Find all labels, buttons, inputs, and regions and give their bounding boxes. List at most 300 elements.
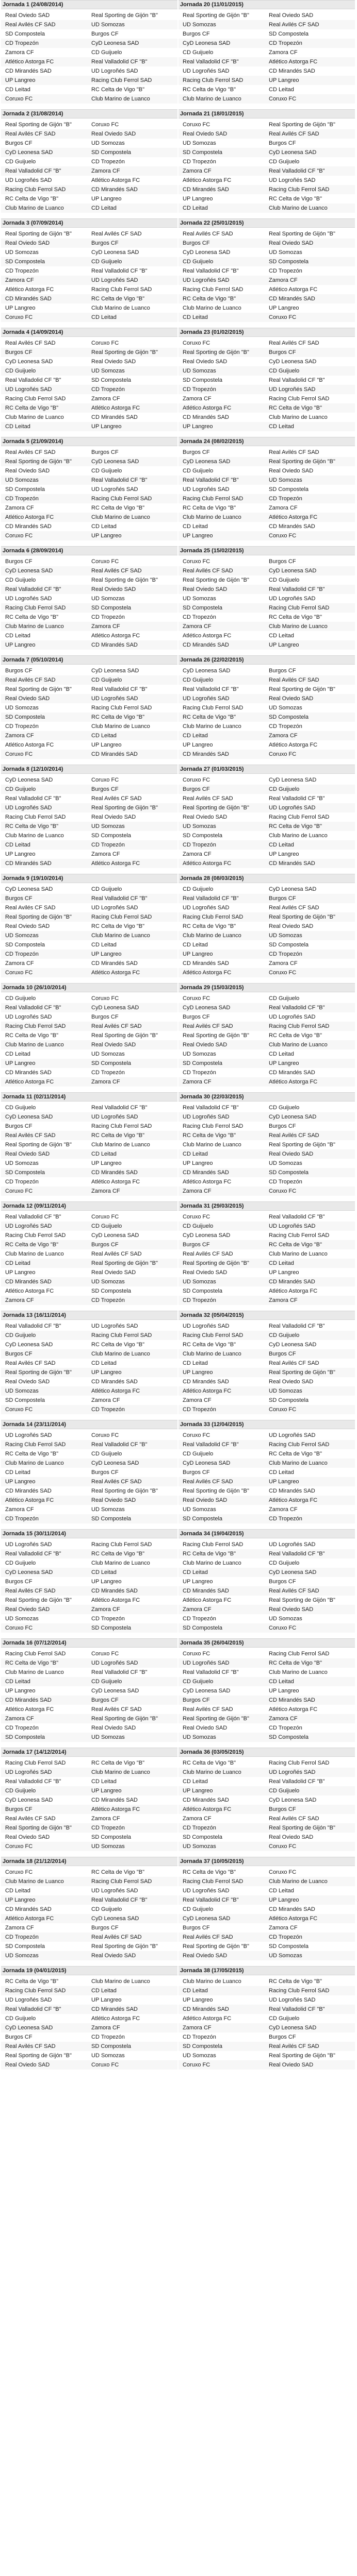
match-row	[1, 422, 177, 431]
round-row	[1, 328, 356, 437]
away-team: UD Somozas	[269, 1616, 302, 1622]
home-team: UP Langreo	[183, 1579, 213, 1585]
home-team: Real Sporting de Gijón "B"	[5, 914, 72, 920]
match-row	[1, 11, 177, 20]
away-team: RC Celta de Vigo "B"	[269, 196, 322, 202]
away-team: Racing Club Ferrol SAD	[269, 814, 330, 820]
home-team: Real Avilés CF SAD	[183, 1706, 233, 1713]
home-team: CyD Leonesa SAD	[5, 1569, 53, 1575]
home-team: Club Marino de Luanco	[183, 1769, 241, 1775]
home-team: Real Sporting de Gijón "B"	[5, 231, 72, 237]
home-team: Racing Club Ferrol SAD	[5, 605, 66, 611]
away-team: CD Guijuelo	[269, 1105, 300, 1111]
away-team: Real Sporting de Gijón "B"	[269, 1825, 335, 1831]
home-team: Coruxo FC	[183, 1432, 210, 1438]
home-team: CD Mirandés SAD	[183, 1379, 229, 1385]
away-team: SD Compostela	[269, 259, 309, 265]
match-list	[1, 1101, 177, 1196]
round-title: Jornada 24 (08/02/2015)	[178, 437, 355, 446]
match-row	[178, 603, 355, 613]
match-row	[178, 1923, 355, 1933]
home-team: Burgos CF	[183, 1925, 210, 1931]
home-team: UP Langreo	[183, 1997, 213, 2003]
home-team: Atlético Astorga FC	[183, 860, 232, 867]
match-list	[178, 1101, 355, 1196]
match-row	[1, 385, 177, 394]
home-team: CD Guijuelo	[183, 468, 214, 474]
match-list	[1, 774, 177, 868]
match-row	[1, 2023, 177, 2032]
away-team: Atlético Astorga FC	[269, 286, 318, 293]
away-team: UD Somozas	[91, 22, 125, 28]
home-team: CD Mirandés SAD	[5, 860, 52, 867]
match-row	[1, 1396, 177, 1405]
away-team: Real Avilés CF SAD	[91, 1023, 142, 1029]
home-team: CD Leitad	[5, 842, 30, 848]
home-team: CD Leitad	[5, 1051, 30, 1057]
away-team: Zamora CF	[91, 1606, 120, 1613]
home-team: Coruxo FC	[5, 751, 33, 757]
away-team: CD Leitad	[91, 205, 117, 211]
away-team: Burgos CF	[269, 140, 296, 146]
away-team: Real Oviedo SAD	[91, 1497, 136, 1503]
match-row	[178, 394, 355, 403]
away-team: Zamora CF	[269, 49, 298, 56]
away-team: Zamora CF	[269, 1506, 298, 1513]
round-left	[1, 1092, 178, 1201]
away-team: Real Valladolid CF "B"	[269, 377, 325, 383]
match-list	[1, 665, 177, 759]
match-row	[178, 531, 355, 540]
home-team: UP Langreo	[183, 1160, 213, 1166]
match-list	[1, 992, 177, 1087]
home-team: RC Celta de Vigo "B"	[183, 714, 236, 720]
round-title: Jornada 35 (26/04/2015)	[178, 1638, 355, 1648]
home-team: Real Oviedo SAD	[5, 1606, 50, 1613]
home-team: Coruxo FC	[183, 1651, 210, 1657]
away-team: UD Somozas	[91, 368, 125, 374]
away-team: Coruxo FC	[269, 96, 297, 102]
away-team: Real Valladolid CF "B"	[269, 1005, 325, 1011]
away-team: CD Guijuelo	[269, 577, 300, 583]
match-list	[1, 555, 177, 650]
home-team: Coruxo FC	[5, 970, 33, 976]
away-team: CD Mirandés SAD	[269, 1488, 315, 1494]
away-team: Real Sporting de Gijón "B"	[269, 1142, 335, 1148]
away-team: Racing Club Ferrol SAD	[91, 1541, 152, 1548]
away-team: Atlético Astorga FC	[269, 1706, 318, 1713]
away-team: Club Marino de Luanco	[91, 1978, 150, 1985]
away-team: Atlético Astorga FC	[269, 514, 318, 520]
match-row	[178, 1540, 355, 1549]
round-title: Jornada 1 (24/08/2014)	[1, 0, 177, 9]
match-row	[1, 912, 177, 922]
match-row	[178, 1003, 355, 1012]
round-title: Jornada 38 (17/05/2015)	[178, 1966, 355, 1975]
home-team: Real Oviedo SAD	[5, 923, 50, 929]
match-row	[178, 229, 355, 239]
home-team: SD Compostela	[183, 2043, 223, 2049]
home-team: Real Oviedo SAD	[183, 1497, 228, 1503]
match-row	[1, 1468, 177, 1477]
home-team: RC Celta de Vigo "B"	[5, 1660, 58, 1666]
match-row	[178, 422, 355, 431]
away-team: RC Celta de Vigo "B"	[91, 505, 144, 511]
away-team: UD Logroñés SAD	[91, 1660, 138, 1666]
away-team: Real Valladolid CF "B"	[269, 795, 325, 802]
away-team: CD Leitad	[91, 733, 117, 739]
away-team: CyD Leonesa SAD	[91, 249, 139, 256]
home-team: UD Somozas	[5, 1388, 39, 1394]
home-team: Club Marino de Luanco	[5, 623, 64, 630]
away-team: CyD Leonesa SAD	[269, 1797, 317, 1803]
match-row	[178, 1296, 355, 1305]
match-list	[178, 1211, 355, 1305]
home-team: CD Leitad	[5, 1260, 30, 1266]
round-title: Jornada 15 (30/11/2014)	[1, 1529, 177, 1538]
away-team: CD Mirandés SAD	[269, 1279, 315, 1285]
match-list	[1, 1429, 177, 1523]
round-row	[1, 983, 356, 1092]
match-row	[178, 1814, 355, 1823]
match-row	[1, 1112, 177, 1122]
away-team: CD Mirandés SAD	[91, 1170, 138, 1176]
away-team: Zamora CF	[91, 1188, 120, 1194]
home-team: Real Avilés CF SAD	[5, 22, 56, 28]
match-row	[1, 994, 177, 1003]
away-team: Atlético Astorga FC	[269, 1288, 318, 1294]
away-team: CyD Leonesa SAD	[91, 1688, 139, 1694]
away-team: UP Langreo	[269, 1897, 299, 1903]
away-team: Real Avilés CF SAD	[91, 1479, 142, 1485]
home-team: UD Logroñés SAD	[5, 596, 52, 602]
away-team: UD Somozas	[91, 140, 125, 146]
match-row	[178, 11, 355, 20]
match-row	[178, 1349, 355, 1359]
home-team: CD Mirandés SAD	[183, 414, 229, 420]
round-title: Jornada 12 (09/11/2014)	[1, 1201, 177, 1211]
away-team: RC Celta de Vigo "B"	[269, 1978, 322, 1985]
match-row	[178, 1340, 355, 1349]
home-team: UP Langreo	[5, 77, 36, 83]
match-row	[178, 48, 355, 57]
home-team: Real Oviedo SAD	[5, 12, 50, 19]
match-row	[1, 1777, 177, 1786]
match-row	[1, 1103, 177, 1112]
match-row	[1, 1823, 177, 1833]
match-row	[1, 968, 177, 977]
home-team: UD Somozas	[183, 596, 216, 602]
home-team: Real Avilés CF SAD	[183, 1479, 233, 1485]
away-team: CD Tropezón	[269, 1725, 302, 1731]
away-team: CD Tropezón	[269, 1516, 302, 1522]
home-team: CyD Leonesa SAD	[183, 1460, 231, 1466]
match-row	[178, 1686, 355, 1696]
match-row	[1, 722, 177, 731]
home-team: Racing Club Ferrol SAD	[183, 1332, 244, 1338]
match-row	[1, 1951, 177, 1960]
away-team: UD Somozas	[269, 1953, 302, 1959]
home-team: CD Mirandés SAD	[183, 1170, 229, 1176]
round-row	[1, 655, 356, 765]
match-row	[178, 822, 355, 831]
home-team: CD Guijuelo	[5, 1788, 36, 1794]
away-team: UP Langreo	[269, 1269, 299, 1276]
away-team: CD Leitad	[91, 523, 117, 530]
round-title: Jornada 13 (16/11/2014)	[1, 1311, 177, 1320]
away-team: Real Sporting de Gijón "B"	[269, 686, 335, 692]
match-list	[1, 883, 177, 977]
match-row	[178, 176, 355, 185]
away-team: Real Oviedo SAD	[91, 359, 136, 365]
home-team: CD Leitad	[183, 1151, 208, 1157]
match-row	[178, 812, 355, 822]
away-team: SD Compostela	[91, 149, 132, 156]
home-team: CD Leitad	[5, 1888, 30, 1894]
match-row	[1, 1786, 177, 1795]
away-team: UP Langreo	[91, 951, 122, 957]
away-team: Zamora CF	[269, 1297, 298, 1303]
home-team: Real Avilés CF SAD	[5, 677, 56, 683]
away-team: Zamora CF	[91, 851, 120, 857]
away-team: UP Langreo	[91, 742, 122, 748]
match-list	[178, 1975, 355, 2070]
home-team: Atlético Astorga FC	[5, 1079, 54, 1085]
round-left	[1, 218, 178, 328]
away-team: Coruxo FC	[269, 751, 297, 757]
away-team: Burgos CF	[269, 2034, 296, 2040]
match-row	[178, 1140, 355, 1149]
home-team: Racing Club Ferrol SAD	[5, 1760, 66, 1766]
away-team: Racing Club Ferrol SAD	[269, 187, 330, 193]
home-team: UD Logroñés SAD	[183, 277, 230, 283]
match-row	[178, 1377, 355, 1386]
match-row	[178, 694, 355, 703]
home-team: CD Guijuelo	[5, 1332, 36, 1338]
match-row	[1, 466, 177, 476]
home-team: Atlético Astorga FC	[183, 1597, 232, 1603]
home-team: RC Celta de Vigo "B"	[183, 296, 236, 302]
home-team: CD Leitad	[5, 87, 30, 93]
match-row	[1, 76, 177, 85]
away-team: Real Sporting de Gijón "B"	[269, 459, 335, 465]
away-team: CD Guijuelo	[269, 1332, 300, 1338]
away-team: CD Mirandés SAD	[269, 1697, 315, 1703]
away-team: Zamora CF	[269, 277, 298, 283]
home-team: CD Mirandés SAD	[5, 296, 52, 302]
match-row	[1, 1977, 177, 1986]
home-team: CD Guijuelo	[183, 886, 214, 892]
match-row	[178, 968, 355, 977]
away-team: RC Celta de Vigo "B"	[91, 923, 144, 929]
match-row	[1, 257, 177, 266]
away-team: Real Valladolid CF "B"	[269, 586, 325, 592]
home-team: Atlético Astorga FC	[183, 177, 232, 183]
match-row	[178, 1786, 355, 1795]
match-row	[1, 94, 177, 104]
home-team: Real Avilés CF SAD	[183, 795, 233, 802]
away-team: Coruxo FC	[91, 1651, 119, 1657]
away-team: Coruxo FC	[91, 558, 119, 565]
home-team: Club Marino de Luanco	[183, 96, 241, 102]
match-row	[178, 750, 355, 759]
match-row	[178, 1677, 355, 1686]
match-row	[1, 1877, 177, 1886]
home-team: CyD Leonesa SAD	[5, 568, 53, 574]
round-title: Jornada 3 (07/09/2014)	[1, 218, 177, 228]
away-team: CyD Leonesa SAD	[269, 886, 317, 892]
away-team: CyD Leonesa SAD	[91, 1005, 139, 1011]
match-row	[178, 448, 355, 457]
away-team: CD Leitad	[269, 87, 294, 93]
away-team: SD Compostela	[269, 1734, 309, 1740]
away-team: Real Oviedo SAD	[91, 131, 136, 137]
away-team: UD Logroñés SAD	[91, 68, 138, 74]
away-team: Real Valladolid CF "B"	[91, 1669, 148, 1675]
home-team: Club Marino de Luanco	[5, 1669, 64, 1675]
match-row	[1, 2042, 177, 2051]
home-team: CD Guijuelo	[5, 995, 36, 1002]
home-team: Racing Club Ferrol SAD	[5, 187, 66, 193]
match-row	[178, 1049, 355, 1059]
match-row	[178, 1486, 355, 1496]
home-team: SD Compostela	[5, 31, 45, 37]
round-left	[1, 1638, 178, 1748]
match-row	[178, 366, 355, 376]
home-team: CD Mirandés SAD	[5, 1697, 52, 1703]
away-team: CD Guijuelo	[269, 995, 300, 1002]
home-team: Real Avilés CF SAD	[5, 1360, 56, 1366]
home-team: CD Leitad	[183, 523, 208, 530]
home-team: Club Marino de Luanco	[5, 833, 64, 839]
home-team: Coruxo FC	[5, 1869, 33, 1875]
home-team: CyD Leonesa SAD	[183, 1688, 231, 1694]
match-list	[1, 1538, 177, 1633]
round-title: Jornada 27 (01/03/2015)	[178, 765, 355, 774]
home-team: Racing Club Ferrol SAD	[183, 496, 244, 502]
away-team: RC Celta de Vigo "B"	[91, 1342, 144, 1348]
home-team: Club Marino de Luanco	[183, 1560, 241, 1566]
away-team: UD Somozas	[91, 823, 125, 829]
home-team: Zamora CF	[183, 1816, 212, 1822]
home-team: CD Mirandés SAD	[183, 642, 229, 648]
round-title: Jornada 34 (19/04/2015)	[178, 1529, 355, 1538]
match-row	[178, 513, 355, 522]
round-left	[1, 874, 178, 983]
home-team: Real Avilés CF SAD	[183, 1023, 233, 1029]
home-team: Real Sporting de Gijón "B"	[183, 1716, 249, 1722]
away-team: UD Logroñés SAD	[91, 1114, 138, 1120]
home-team: Zamora CF	[183, 1397, 212, 1403]
home-team: Racing Club Ferrol SAD	[5, 1651, 66, 1657]
away-team: CyD Leonesa SAD	[269, 2025, 317, 2031]
away-team: Real Valladolid CF "B"	[91, 1105, 148, 1111]
away-team: CD Tropezón	[91, 159, 125, 165]
match-row	[178, 1268, 355, 1277]
match-list	[178, 1648, 355, 1742]
away-team: Real Sporting de Gijón "B"	[91, 1260, 158, 1266]
away-team: UP Langreo	[269, 851, 299, 857]
away-team: Coruxo FC	[269, 1843, 297, 1850]
match-row	[1, 1231, 177, 1240]
match-row	[1, 812, 177, 822]
home-team: Zamora CF	[183, 1188, 212, 1194]
home-team: UD Logroñés SAD	[5, 1541, 52, 1548]
away-team: Real Sporting de Gijón "B"	[91, 805, 158, 811]
home-team: UP Langreo	[183, 423, 213, 430]
round-title: Jornada 11 (02/11/2014)	[1, 1092, 177, 1101]
away-team: Real Sporting de Gijón "B"	[269, 1597, 335, 1603]
away-team: Zamora CF	[91, 396, 120, 402]
away-team: CD Tropezón	[91, 842, 125, 848]
home-team: Club Marino de Luanco	[5, 1878, 64, 1885]
home-team: Atlético Astorga FC	[183, 1179, 232, 1185]
away-team: CyD Leonesa SAD	[91, 40, 139, 46]
match-row	[1, 1868, 177, 1877]
away-team: UP Langreo	[91, 1369, 122, 1376]
home-team: Burgos CF	[183, 449, 210, 455]
match-row	[1, 266, 177, 276]
home-team: CD Tropezón	[183, 614, 216, 620]
away-team: Real Valladolid CF "B"	[91, 895, 148, 902]
match-row	[1, 585, 177, 594]
round-right	[178, 437, 356, 546]
away-team: RC Celta de Vigo "B"	[269, 1032, 322, 1039]
fixture-list	[1, 0, 356, 2075]
away-team: Racing Club Ferrol SAD	[269, 605, 330, 611]
away-team: Real Oviedo SAD	[269, 2062, 314, 2068]
away-team: Atlético Astorga FC	[91, 1806, 140, 1812]
home-team: Burgos CF	[5, 1351, 33, 1357]
home-team: UD Logroñés SAD	[183, 1888, 230, 1894]
home-team: Atlético Astorga FC	[5, 59, 54, 65]
match-row	[1, 794, 177, 803]
match-row	[178, 922, 355, 931]
away-team: Atlético Astorga FC	[91, 1597, 140, 1603]
match-row	[1, 494, 177, 503]
away-team: CD Guijuelo	[269, 1560, 300, 1566]
away-team: CD Guijuelo	[269, 2015, 300, 2022]
match-row	[1, 950, 177, 959]
home-team: Coruxo FC	[183, 777, 210, 783]
match-row	[178, 1321, 355, 1331]
home-team: Real Sporting de Gijón "B"	[5, 1825, 72, 1831]
match-row	[178, 1012, 355, 1022]
round-title: Jornada 21 (18/01/2015)	[178, 109, 355, 118]
home-team: UD Somozas	[183, 368, 216, 374]
round-right	[178, 109, 356, 218]
away-team: SD Compostela	[269, 486, 309, 493]
home-team: SD Compostela	[183, 605, 223, 611]
match-row	[1, 457, 177, 466]
match-row	[178, 1131, 355, 1140]
home-team: Real Oviedo SAD	[183, 131, 228, 137]
round-title: Jornada 23 (01/02/2015)	[178, 328, 355, 337]
home-team: Coruxo FC	[5, 1188, 33, 1194]
round-title: Jornada 10 (26/10/2014)	[1, 983, 177, 992]
home-team: CD Guijuelo	[5, 368, 36, 374]
home-team: Atlético Astorga FC	[183, 2015, 232, 2022]
home-team: UD Somozas	[183, 22, 216, 28]
round-title: Jornada 30 (22/03/2015)	[178, 1092, 355, 1101]
home-team: CD Guijuelo	[5, 159, 36, 165]
away-team: Zamora CF	[269, 1925, 298, 1931]
match-row	[1, 239, 177, 248]
home-team: Real Valladolid CF "B"	[5, 1551, 61, 1557]
match-row	[178, 1259, 355, 1268]
match-row	[1, 120, 177, 129]
home-team: Zamora CF	[5, 505, 34, 511]
